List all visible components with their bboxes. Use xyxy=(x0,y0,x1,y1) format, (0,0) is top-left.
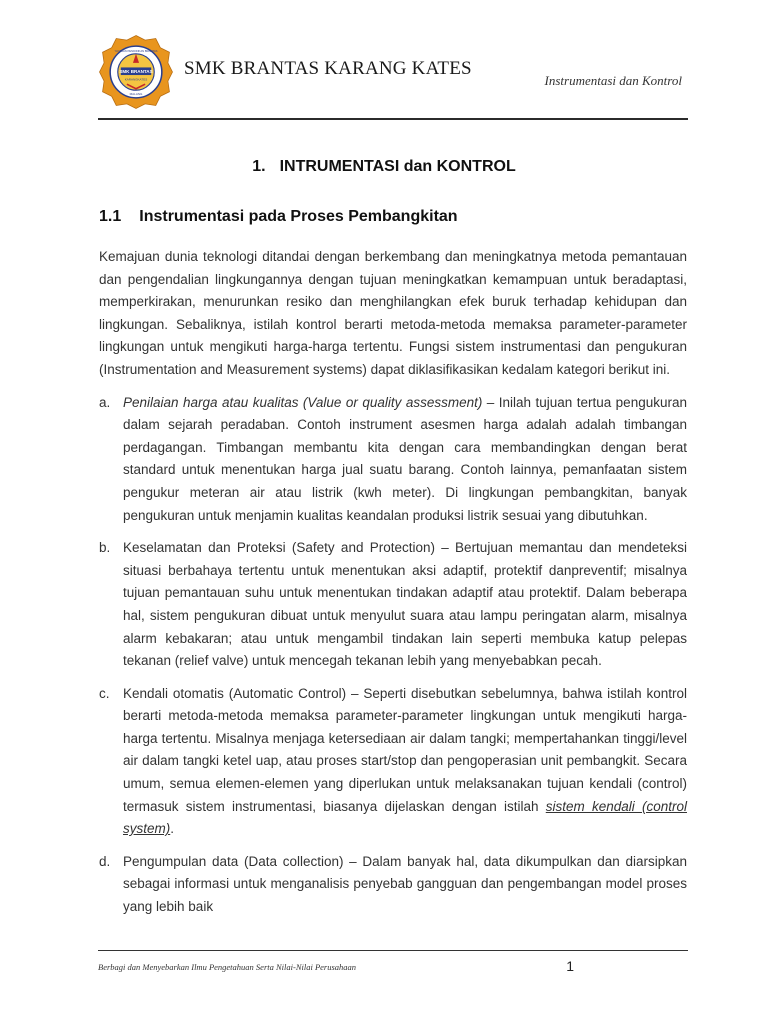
footer-motto: Berbagi dan Menyebarkan Ilmu Pengetahuan Serta Nilai-Nilai Perusahaan xyxy=(98,962,357,972)
item-text: Keselamatan dan Proteksi (Safety and Protection) – Bertujuan memantau dan mendeteksi situasi berbahaya tertentu untuk menentukan aksi adaptif, protektif danpreventif; misalnya tujuan pemantauan suhu untuk menentukan tindakan adaptif atau protektif. Dalam beberapa hal, sistem pengukuran dibuat untuk menyulut suara atau lampu peringatan alarm, misalnya alarm kebakaran; atau untuk mengambil tindakan lain seperti membuka katup pelepas tekanan (relief valve) untuk mencegah tekanan lebih yang menyebabkan pecah. xyxy=(123,540,687,669)
logo-top-text: YAYASAN PENDIDIKAN BRANTAS xyxy=(114,50,158,54)
list-item-c xyxy=(99,683,687,841)
section-title: Instrumentasi pada Proses Pembangkitan xyxy=(139,208,458,225)
item-text: Pengumpulan data (Data collection) – Dalam banyak hal, data dikumpulkan dan diarsipkan sebagai informasi untuk menganalisis penyebab gangguan dan pengembangan model proses yang lebih baik xyxy=(123,853,687,915)
subject-title: Instrumentasi dan Kontrol xyxy=(544,73,682,88)
section-heading xyxy=(99,208,458,226)
item-text: Kendali otomatis (Automatic Control) – Seperti disebutkan sebelumnya, bahwa istilah kontrol berarti metoda-metoda memaksa parameter-parameter lingkungan untuk mengikuti harga-harga tertentu. Misalnya menjaga ketersediaan air dalam tangki; mempertahankan tinggi/level air dalam tangki ketel uap, atau proses start/stop dan pengoperasian unit pembangkit. Secara umum, semua elemen-elemen yang diperlukan untuk melaksanakan tujuan kendali (control) termasuk sistem instrumentasi, biasanya dijelaskan dengan istilah xyxy=(123,685,687,814)
logo-sub-text: KARANGKATES xyxy=(124,77,148,82)
chapter-number: 1. xyxy=(252,158,266,175)
intro-paragraph: Kemajuan dunia teknologi ditandai dengan berkembang dan meningkatnya metoda pemantauan dan pengendalian lingkungannya dengan tujuan meningkatkan kemampuan untuk beradaptasi, memperkirakan, menurunkan resiko dan menghilangkan efek buruk terhadap kehidupan dan lingkungan. Sebaliknya, istilah kontrol berarti metoda-metoda memaksa parameter-parameter lingkungan untuk mengikuti harga-harga tertentu. Fungsi sistem instrumentasi dan pengukuran (Instrumentation and Measurement systems) dapat diklasifikasikan kedalam kategori berikut ini. xyxy=(99,249,687,377)
list-marker: d. xyxy=(99,853,111,869)
list-marker: b. xyxy=(99,540,111,556)
chapter-title: INTRUMENTASI dan KONTROL xyxy=(279,158,516,175)
list-item-a xyxy=(99,392,687,528)
page-header xyxy=(0,0,768,120)
list-marker: a. xyxy=(99,394,111,410)
item-lead: Penilaian harga atau kualitas (Value or quality assessment) xyxy=(123,394,483,410)
chapter-heading xyxy=(0,158,768,176)
item-end: . xyxy=(170,821,175,837)
section-number: 1.1 xyxy=(99,208,122,225)
item-text: – Inilah tujuan tertua pengukuran dalam sejarah peradaban. Contoh instrument asesmen harga adalah adalah timbangan perdagangan. Timbangan membantu kita dengan cara membandingkan dengan berat standard untuk menentukan harga jual suatu barang. Contoh lainnya, pemanfaatan sistem pengukur meteran air atau listrik (kwh meter). Di lingkungan pembangkitan, banyak pengukuran untuk menjamin kualitas keandalan produksi listrik sesuai yang dibutuhkan. xyxy=(123,394,687,523)
logo-center-text: SMK BRANTAS xyxy=(119,69,153,75)
body-content xyxy=(99,246,687,929)
list-item-b xyxy=(99,537,687,673)
list-marker: c. xyxy=(99,685,110,701)
footer-divider xyxy=(98,950,688,951)
list-item-d xyxy=(99,851,687,919)
item-term: sistem kendali (control system) xyxy=(123,798,687,837)
school-logo-icon xyxy=(98,34,174,110)
header-divider xyxy=(98,118,688,120)
school-name: SMK BRANTAS KARANG KATES xyxy=(184,58,472,79)
page-number: 1 xyxy=(566,958,574,974)
logo-bottom-text: MALANG xyxy=(129,91,143,96)
